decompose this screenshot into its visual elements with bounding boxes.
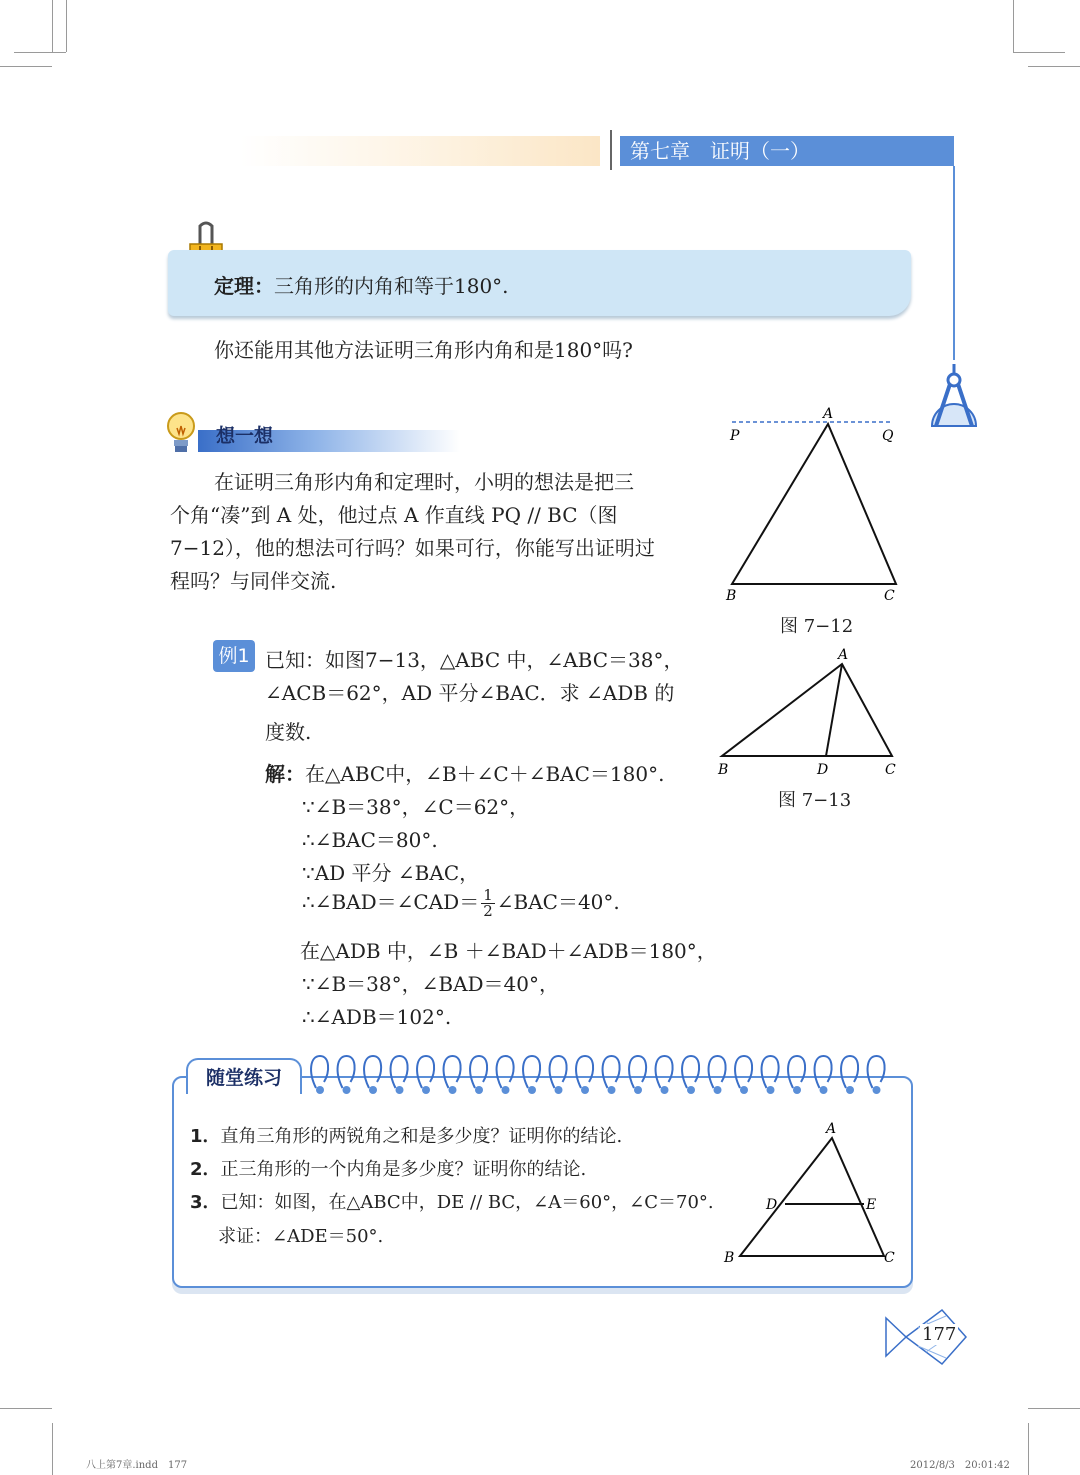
spiral-ring xyxy=(788,1056,805,1088)
question-text: 你还能用其他方法证明三角形内角和是180°吗? xyxy=(214,338,633,362)
lightbulb-icon xyxy=(166,410,196,458)
solution-label: 解： xyxy=(265,762,305,786)
fraction-numerator: 1 xyxy=(483,886,493,904)
crop-mark xyxy=(0,1408,52,1409)
practice-item xyxy=(190,1122,622,1148)
spiral-hole xyxy=(343,1086,351,1094)
spiral-hole xyxy=(369,1086,377,1094)
label-p: P xyxy=(730,428,740,444)
practice-item-number: 2． xyxy=(190,1159,221,1180)
solution-step: ∴∠ADB＝102°. xyxy=(302,1005,452,1029)
spiral-ring xyxy=(815,1056,832,1088)
crop-mark xyxy=(0,66,52,67)
spiral-ring xyxy=(735,1056,752,1088)
footer-file: 八上第7章.indd 177 xyxy=(86,1460,188,1471)
crop-mark xyxy=(1028,1423,1029,1475)
spiral-ring xyxy=(550,1056,567,1088)
header-divider xyxy=(610,130,612,170)
spiral-hole xyxy=(793,1086,801,1094)
spiral-hole xyxy=(687,1086,695,1094)
practice-item-text: 已知：如图，在△ABC中，DE // BC，∠A＝60°，∠C＝70°. xyxy=(220,1192,714,1213)
triangle-abc xyxy=(740,1138,884,1256)
theorem-text: 三角形的内角和等于180°. xyxy=(274,274,509,298)
example-given: ∠ACB＝62°，AD 平分∠BAC．求 ∠ADB 的 xyxy=(265,681,675,705)
practice-figure xyxy=(720,1118,900,1270)
spiral-ring xyxy=(444,1056,461,1088)
spiral-hole xyxy=(634,1086,642,1094)
spiral-binding xyxy=(306,1052,896,1098)
spiral-ring xyxy=(391,1056,408,1088)
spiral-ring xyxy=(682,1056,699,1088)
label-d: D xyxy=(817,762,829,778)
solution-step: ∴∠BAC＝80°. xyxy=(302,828,438,852)
think-line: 程吗？与同伴交流. xyxy=(170,569,337,593)
spiral-hole xyxy=(555,1086,563,1094)
footer-timestamp: 2012/8/3 20:01:42 xyxy=(910,1460,1010,1471)
spiral-ring xyxy=(709,1056,726,1088)
compass-icon xyxy=(928,364,980,432)
solution-fraction-line xyxy=(302,886,620,919)
spiral-hole xyxy=(449,1086,457,1094)
label-c: C xyxy=(884,1250,895,1266)
figure-7-13 xyxy=(716,644,906,784)
triangle-abc xyxy=(722,664,892,756)
spiral-ring xyxy=(656,1056,673,1088)
spiral-hole xyxy=(581,1086,589,1094)
spiral-ring xyxy=(868,1056,885,1088)
label-b: B xyxy=(724,1250,735,1266)
crop-mark xyxy=(1028,66,1080,67)
solution-step: ∵AD 平分 ∠BAC， xyxy=(302,861,480,885)
spiral-hole xyxy=(608,1086,616,1094)
solution-step: ∵∠B＝38°，∠BAD＝40°， xyxy=(302,972,560,996)
practice-item xyxy=(190,1188,714,1214)
label-c: C xyxy=(885,762,896,778)
spiral-hole xyxy=(396,1086,404,1094)
fraction-half xyxy=(481,888,495,919)
practice-item-number: 1． xyxy=(190,1126,221,1147)
fraction-denominator: 2 xyxy=(483,902,493,920)
spiral-hole xyxy=(714,1086,722,1094)
think-title: 想一想 xyxy=(216,425,274,447)
practice-item-number: 3． xyxy=(190,1192,221,1213)
practice-item-continuation: 求证：∠ADE＝50°. xyxy=(218,1226,384,1247)
crop-mark xyxy=(66,0,67,52)
spiral-hole xyxy=(475,1086,483,1094)
spiral-ring xyxy=(576,1056,593,1088)
crop-mark xyxy=(1013,52,1065,53)
label-a: A xyxy=(826,1121,837,1137)
figure-7-13-caption: 图 7−13 xyxy=(778,790,852,811)
spiral-hole xyxy=(422,1086,430,1094)
figure-7-12-caption: 图 7−12 xyxy=(780,616,854,637)
crop-mark xyxy=(1028,1408,1080,1409)
spiral-ring xyxy=(417,1056,434,1088)
spiral-hole xyxy=(873,1086,881,1094)
label-q: Q xyxy=(882,428,894,444)
solution-step: ∵∠B＝38°，∠C＝62°， xyxy=(302,795,530,819)
example-given: 度数. xyxy=(265,720,312,744)
label-d: D xyxy=(766,1197,778,1213)
crop-mark xyxy=(52,1423,53,1475)
solution-step: 在△ADB 中，∠B ＋∠BAD＋∠ADB＝180°， xyxy=(300,939,717,963)
spiral-ring xyxy=(338,1056,355,1088)
spiral-ring xyxy=(311,1056,328,1088)
spiral-hole xyxy=(502,1086,510,1094)
segment-ad xyxy=(826,664,842,756)
spiral-hole xyxy=(767,1086,775,1094)
theorem-label: 定理： xyxy=(214,274,274,298)
spiral-ring xyxy=(497,1056,514,1088)
spiral-hole xyxy=(740,1086,748,1094)
spiral-ring xyxy=(364,1056,381,1088)
practice-item-text: 直角三角形的两锐角之和是多少度？证明你的结论. xyxy=(220,1126,623,1147)
label-a: A xyxy=(823,406,834,422)
spiral-ring xyxy=(629,1056,646,1088)
page-number: 177 xyxy=(922,1324,957,1345)
spiral-ring xyxy=(841,1056,858,1088)
practice-title: 随堂练习 xyxy=(186,1058,302,1094)
spiral-hole xyxy=(528,1086,536,1094)
think-line: 个角“凑”到 A 处，他过点 A 作直线 PQ // BC（图 xyxy=(170,503,618,527)
spiral-ring xyxy=(523,1056,540,1088)
spiral-hole xyxy=(820,1086,828,1094)
theorem xyxy=(214,270,509,299)
spiral-hole xyxy=(316,1086,324,1094)
crop-mark xyxy=(14,52,66,53)
solution-step: 在△ABC中，∠B＋∠C＋∠BAC＝180°. xyxy=(305,762,665,786)
spiral-ring xyxy=(603,1056,620,1088)
think-paragraph xyxy=(170,466,695,598)
solution-first-line xyxy=(265,758,664,787)
label-b: B xyxy=(726,588,737,604)
margin-rule xyxy=(953,166,955,360)
spiral-ring xyxy=(762,1056,779,1088)
label-b: B xyxy=(718,762,729,778)
practice-item xyxy=(190,1155,586,1181)
spiral-ring xyxy=(470,1056,487,1088)
chapter-title: 第七章 证明（一） xyxy=(620,136,954,166)
example-badge: 例1 xyxy=(213,640,255,672)
solution-step: ∴∠BAD＝∠CAD＝ xyxy=(302,890,480,914)
label-c: C xyxy=(884,588,895,604)
crop-mark xyxy=(1013,0,1014,52)
think-line: 在证明三角形内角和定理时，小明的想法是把三 xyxy=(214,470,634,494)
spiral-hole xyxy=(846,1086,854,1094)
spiral-hole xyxy=(661,1086,669,1094)
chapter-band xyxy=(240,136,600,166)
solution-step: ∠BAC＝40°. xyxy=(496,890,620,914)
example-given: 已知：如图7−13，△ABC 中，∠ABC＝38°， xyxy=(265,648,684,672)
practice-item-text: 正三角形的一个内角是多少度？证明你的结论. xyxy=(220,1159,587,1180)
label-e: E xyxy=(866,1197,877,1213)
think-line: 7−12），他的想法可行吗？如果可行，你能写出证明过 xyxy=(170,536,655,560)
crop-mark xyxy=(52,0,53,52)
figure-7-12 xyxy=(720,404,910,604)
label-a: A xyxy=(838,647,849,663)
triangle-abc xyxy=(732,424,896,584)
